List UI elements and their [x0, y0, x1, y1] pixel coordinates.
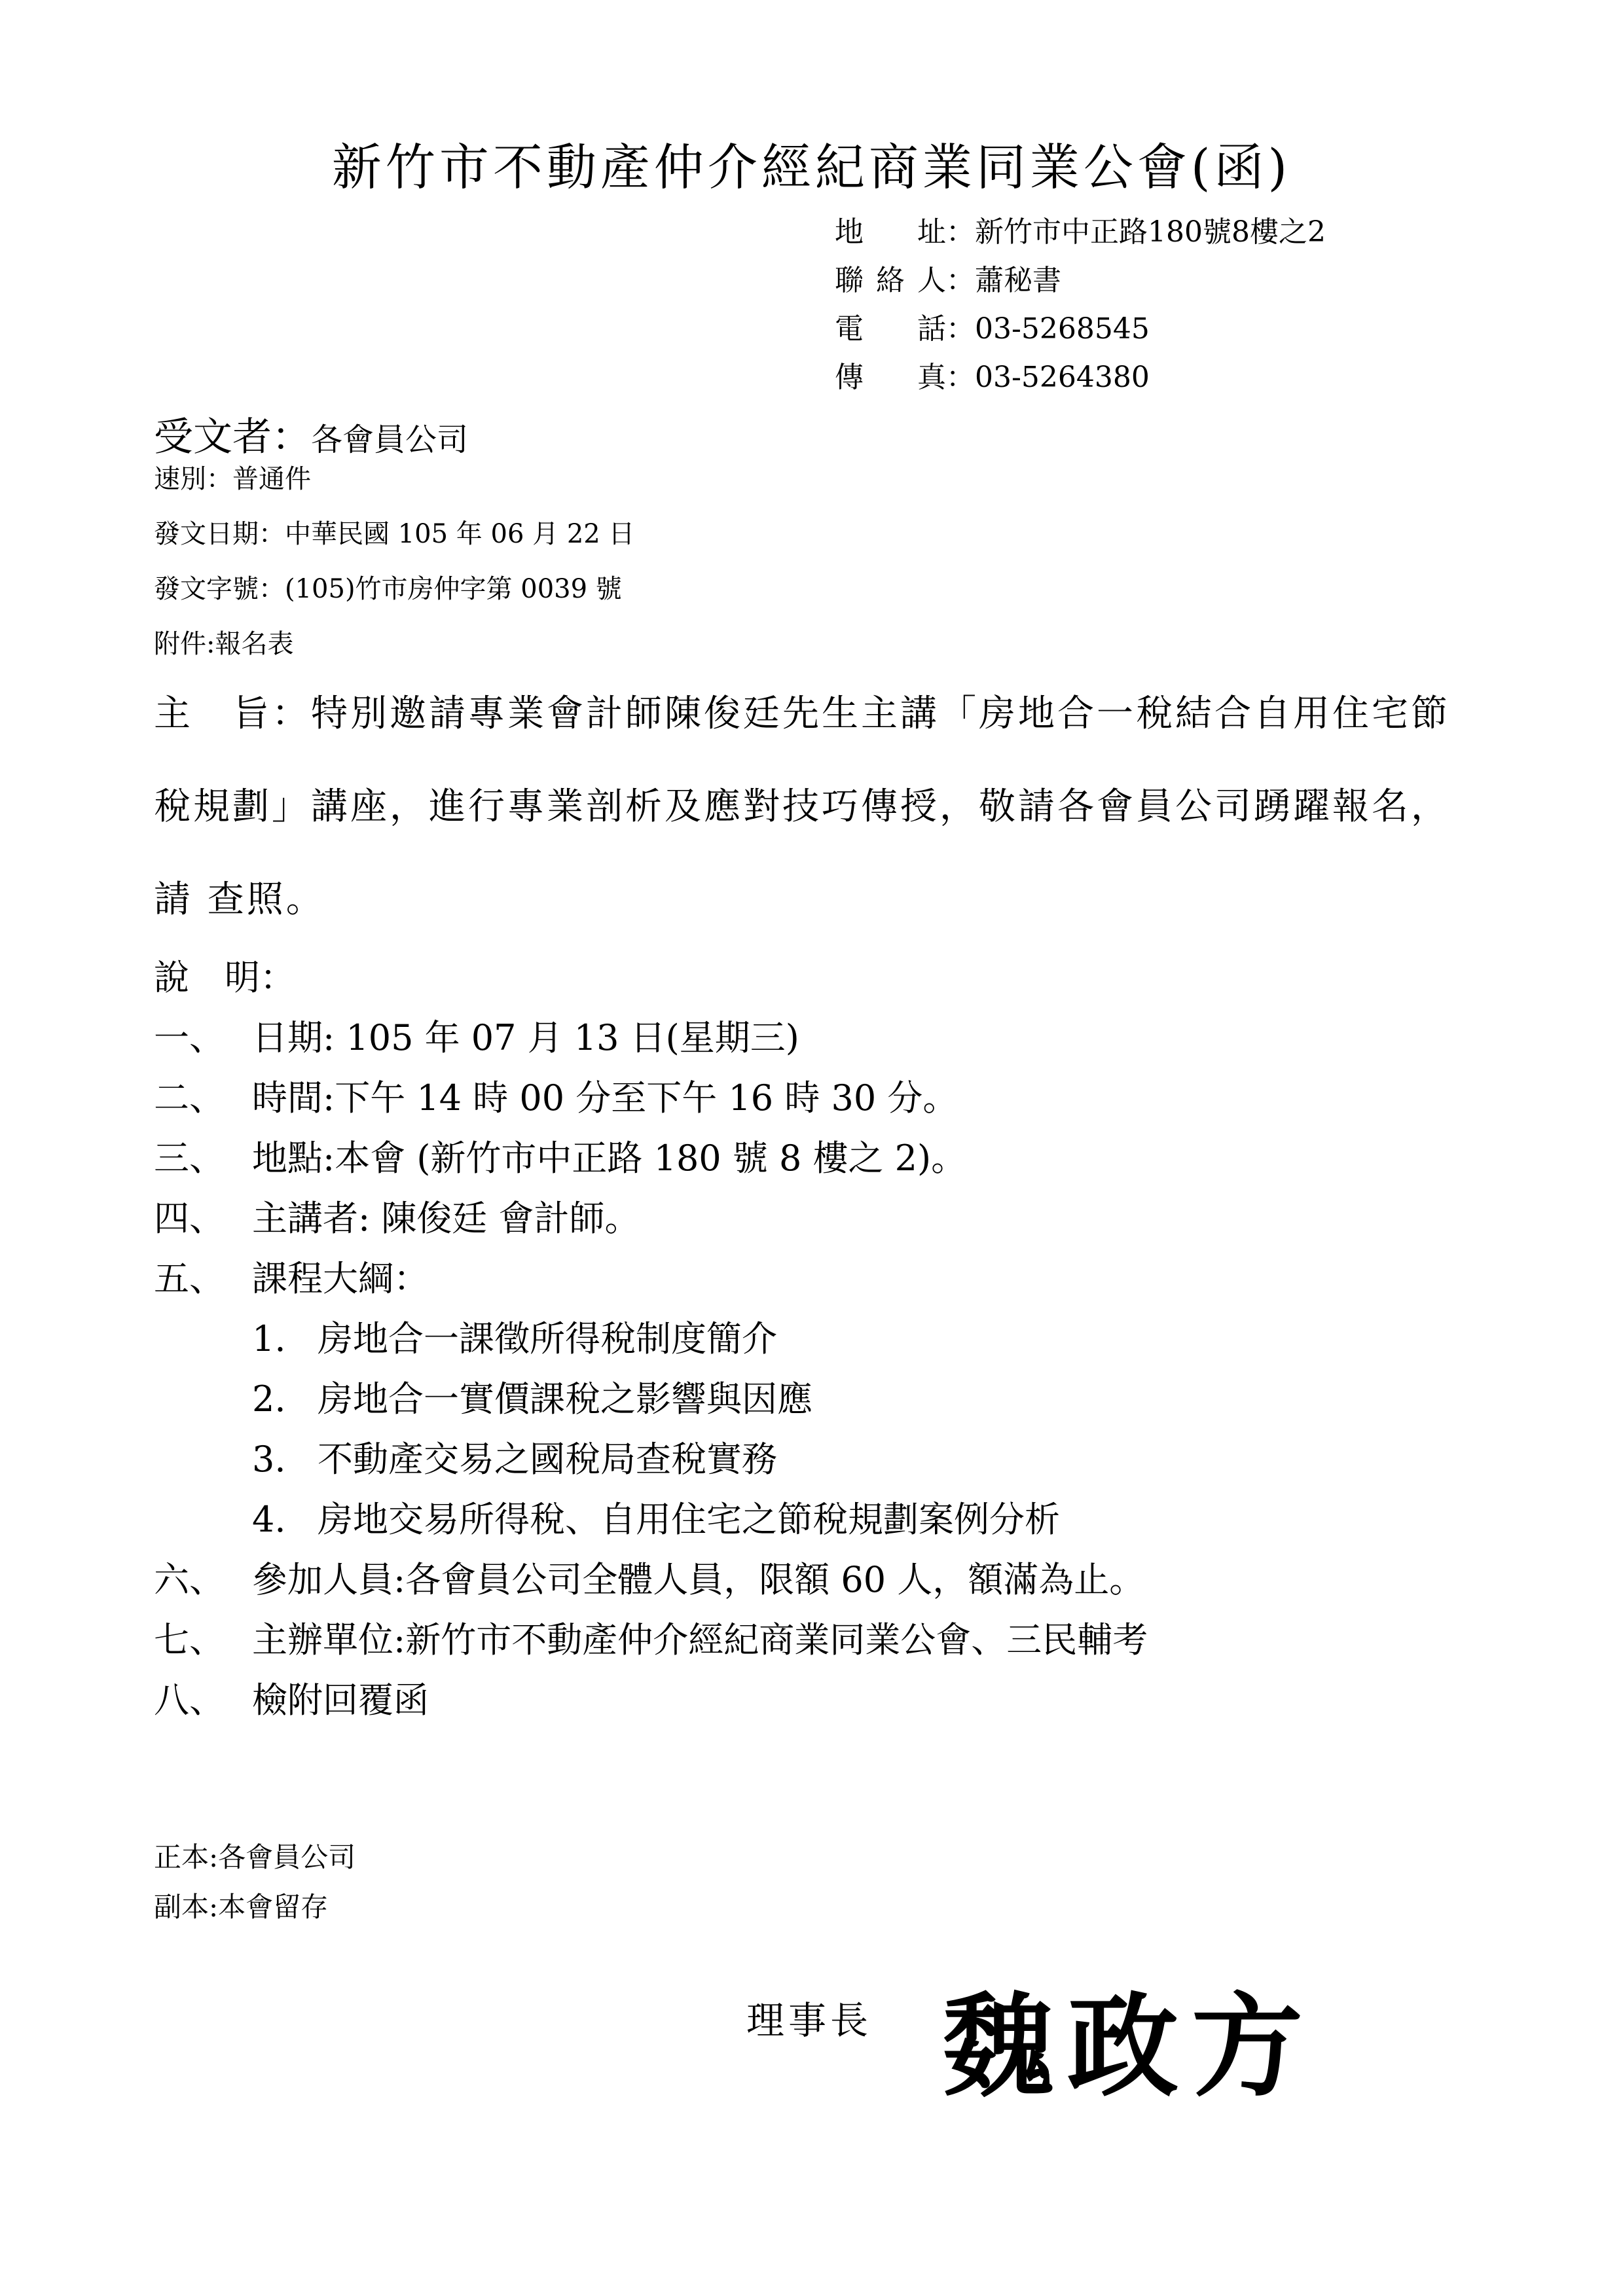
item-text: 地點:本會 (新竹市中正路 180 號 8 樓之 2)。 — [252, 1138, 967, 1179]
outline-item — [252, 1429, 1148, 1490]
outline-item — [252, 1369, 1148, 1429]
item-text: 時間:下午 14 時 00 分至下午 16 時 30 分。 — [252, 1077, 958, 1119]
item-number: 一、 — [154, 1017, 225, 1058]
explanation-section — [154, 948, 1148, 1731]
phone-label: 電話 — [835, 312, 946, 346]
item-text: 檢附回覆函 — [252, 1679, 429, 1721]
item-number: 七、 — [154, 1619, 225, 1660]
list-item — [154, 1068, 1148, 1128]
outline-text: 房地交易所得稅、自用住宅之節稅規劃案例分析 — [318, 1499, 1060, 1540]
speed-line: 速別：普通件 — [154, 464, 311, 494]
item-text: 主辦單位:新竹市不動產仲介經紀商業同業公會、三民輔考 — [252, 1619, 1148, 1660]
list-item — [154, 1008, 1148, 1068]
document-title: 新竹市不動產仲介經紀商業同業公會(函) — [331, 138, 1292, 196]
subject-label: 主 旨： — [154, 692, 311, 735]
original-copy-line: 正本:各會員公司 — [154, 1841, 356, 1873]
phone-value: 03-5268545 — [975, 312, 1150, 346]
address-value: 新竹市中正路180號8樓之2 — [975, 215, 1326, 249]
item-text: 課程大綱： — [252, 1258, 429, 1299]
address-label: 地址 — [835, 215, 946, 249]
list-item — [154, 1550, 1148, 1610]
contact-phone — [835, 305, 1326, 353]
item-number: 八、 — [154, 1679, 225, 1721]
explanation-label: 說 明： — [154, 957, 295, 998]
list-item — [154, 1189, 1148, 1249]
colon: ： — [946, 215, 975, 249]
item-number: 六、 — [154, 1559, 225, 1600]
document-meta — [154, 452, 634, 672]
list-item — [154, 1670, 1148, 1731]
item-number: 四、 — [154, 1198, 225, 1239]
issue-date-line: 發文日期：中華民國 105 年 06 月 22 日 — [154, 519, 635, 549]
list-item — [154, 1128, 1148, 1189]
item-number: 三、 — [154, 1138, 225, 1179]
signatory-name: 魏政方 — [943, 1981, 1317, 2112]
document-number-line: 發文字號：(105)竹市房仲字第 0039 號 — [154, 574, 622, 604]
list-item — [154, 1249, 1148, 1309]
outline-number: 1. — [252, 1318, 286, 1359]
item-number: 五、 — [154, 1258, 225, 1299]
fax-value: 03-5264380 — [975, 361, 1150, 394]
item-text: 參加人員:各會員公司全體人員，限額 60 人，額滿為止。 — [252, 1559, 1145, 1600]
colon: ： — [946, 361, 975, 394]
colon: ： — [946, 264, 975, 297]
outline-text: 房地合一實價課稅之影響與因應 — [318, 1378, 812, 1420]
contact-address — [835, 208, 1326, 257]
person-value: 蕭秘書 — [975, 264, 1061, 297]
contact-fax — [835, 353, 1326, 402]
outline-text: 房地合一課徵所得稅制度簡介 — [318, 1318, 777, 1359]
person-label: 聯絡人 — [835, 264, 946, 297]
recipient-value: 各會員公司 — [311, 422, 469, 458]
duplicate-copy-line: 副本:本會留存 — [154, 1891, 329, 1923]
outline-item — [252, 1490, 1148, 1550]
fax-label: 傳真 — [835, 361, 946, 394]
list-item — [154, 1610, 1148, 1670]
colon: ： — [946, 312, 975, 346]
outline-item — [252, 1309, 1148, 1369]
recipient-label: 受文者： — [154, 414, 311, 460]
attachment-line: 附件:報名表 — [154, 629, 294, 659]
copies-block — [154, 1833, 356, 1932]
subject-paragraph — [154, 668, 1476, 946]
signatory-title: 理事長 — [746, 1998, 873, 2043]
subject-text: 特別邀請專業會計師陳俊廷先生主講「房地合一稅結合自用住宅節稅規劃」講座，進行專業剖析及應對技巧傳授，敬請各會員公司踴躍報名，請 查照。 — [154, 692, 1450, 921]
outline-text: 不動產交易之國稅局查稅實務 — [318, 1439, 777, 1480]
contact-block — [835, 208, 1326, 402]
outline-number: 3. — [252, 1439, 286, 1480]
contact-person — [835, 257, 1326, 305]
item-text: 日期: 105 年 07 月 13 日(星期三) — [252, 1017, 799, 1058]
course-outline — [154, 1309, 1148, 1550]
outline-number: 2. — [252, 1378, 286, 1420]
item-text: 主講者: 陳俊廷 會計師。 — [252, 1198, 640, 1239]
outline-number: 4. — [252, 1499, 286, 1540]
item-number: 二、 — [154, 1077, 225, 1119]
